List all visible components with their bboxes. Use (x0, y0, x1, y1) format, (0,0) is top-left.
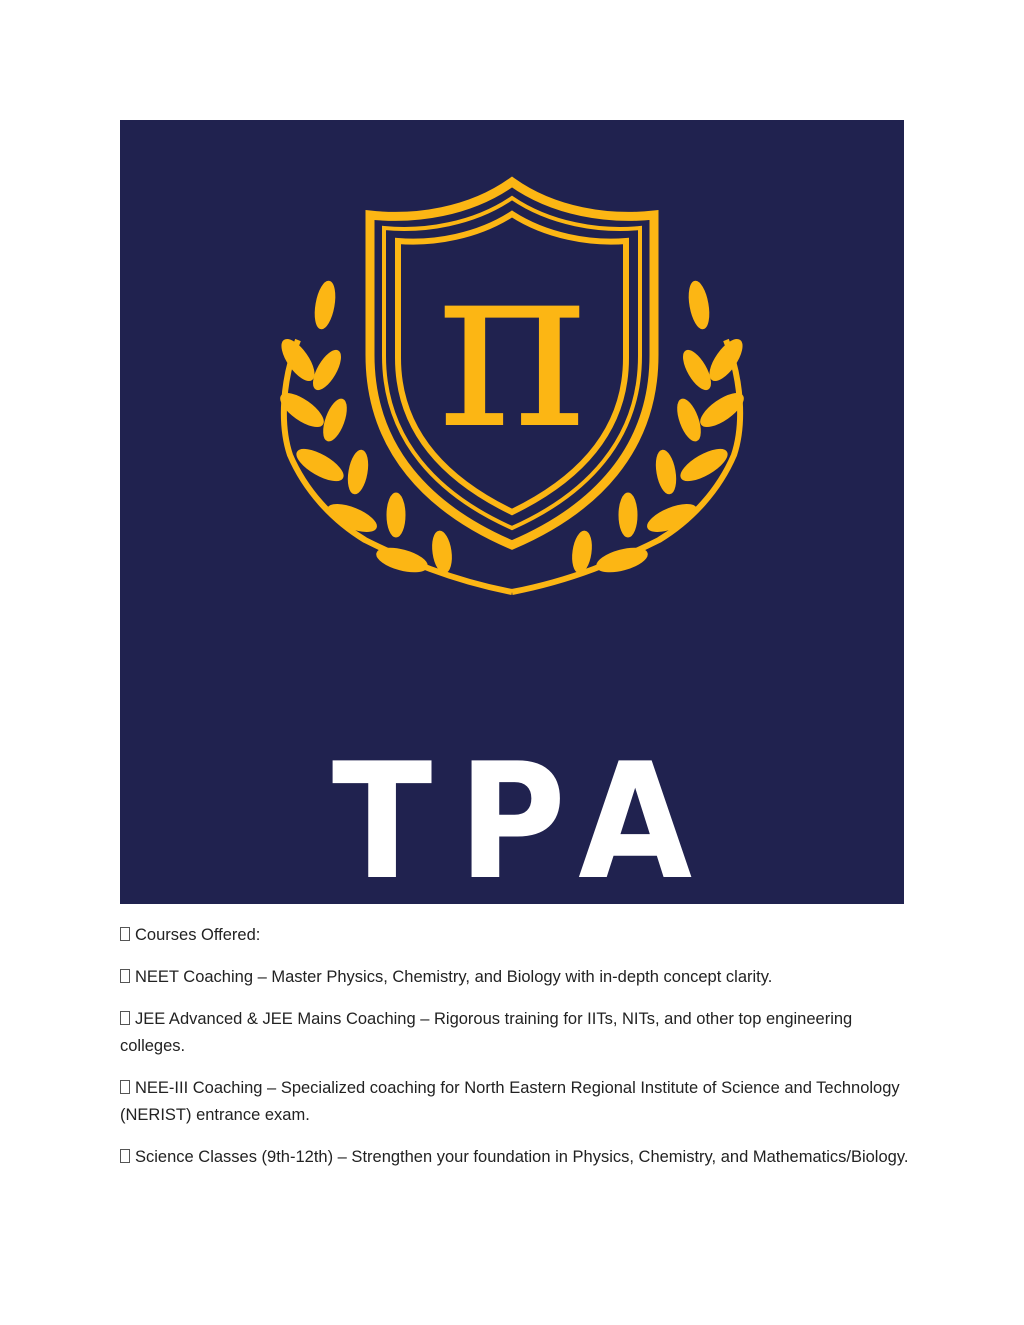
bullet-icon (120, 1149, 130, 1163)
bullet-icon (120, 927, 130, 941)
tagline: Nurturing Young Minds (308, 921, 716, 962)
brand-name: TPA (331, 728, 718, 915)
course-item-jee (120, 1006, 910, 1060)
paragraph-text: Science Classes (9th-12th) – Strengthen your foundation in Physics, Chemistry, and Mathematics/Biology. (135, 1148, 909, 1166)
pi-symbol: π (436, 213, 588, 480)
bullet-icon (120, 1011, 130, 1025)
bullet-icon (120, 969, 130, 983)
paragraph-text: NEE-III Coaching – Specialized coaching for North Eastern Regional Institute of Science and Technology (NERIST) entrance exam. (120, 1079, 900, 1124)
bullet-icon (120, 1080, 130, 1094)
paragraph-text: Courses Offered: (135, 926, 261, 944)
course-item-neet (120, 964, 910, 991)
courses-heading (120, 922, 910, 949)
course-item-nee (120, 1075, 910, 1129)
course-item-science (120, 1144, 910, 1171)
paragraph-text: JEE Advanced & JEE Mains Coaching – Rigorous training for IITs, NITs, and other top engineering colleges. (120, 1010, 853, 1055)
courses-section (120, 922, 910, 1186)
paragraph-text: NEET Coaching – Master Physics, Chemistry, and Biology with in-depth concept clarity. (135, 968, 773, 986)
